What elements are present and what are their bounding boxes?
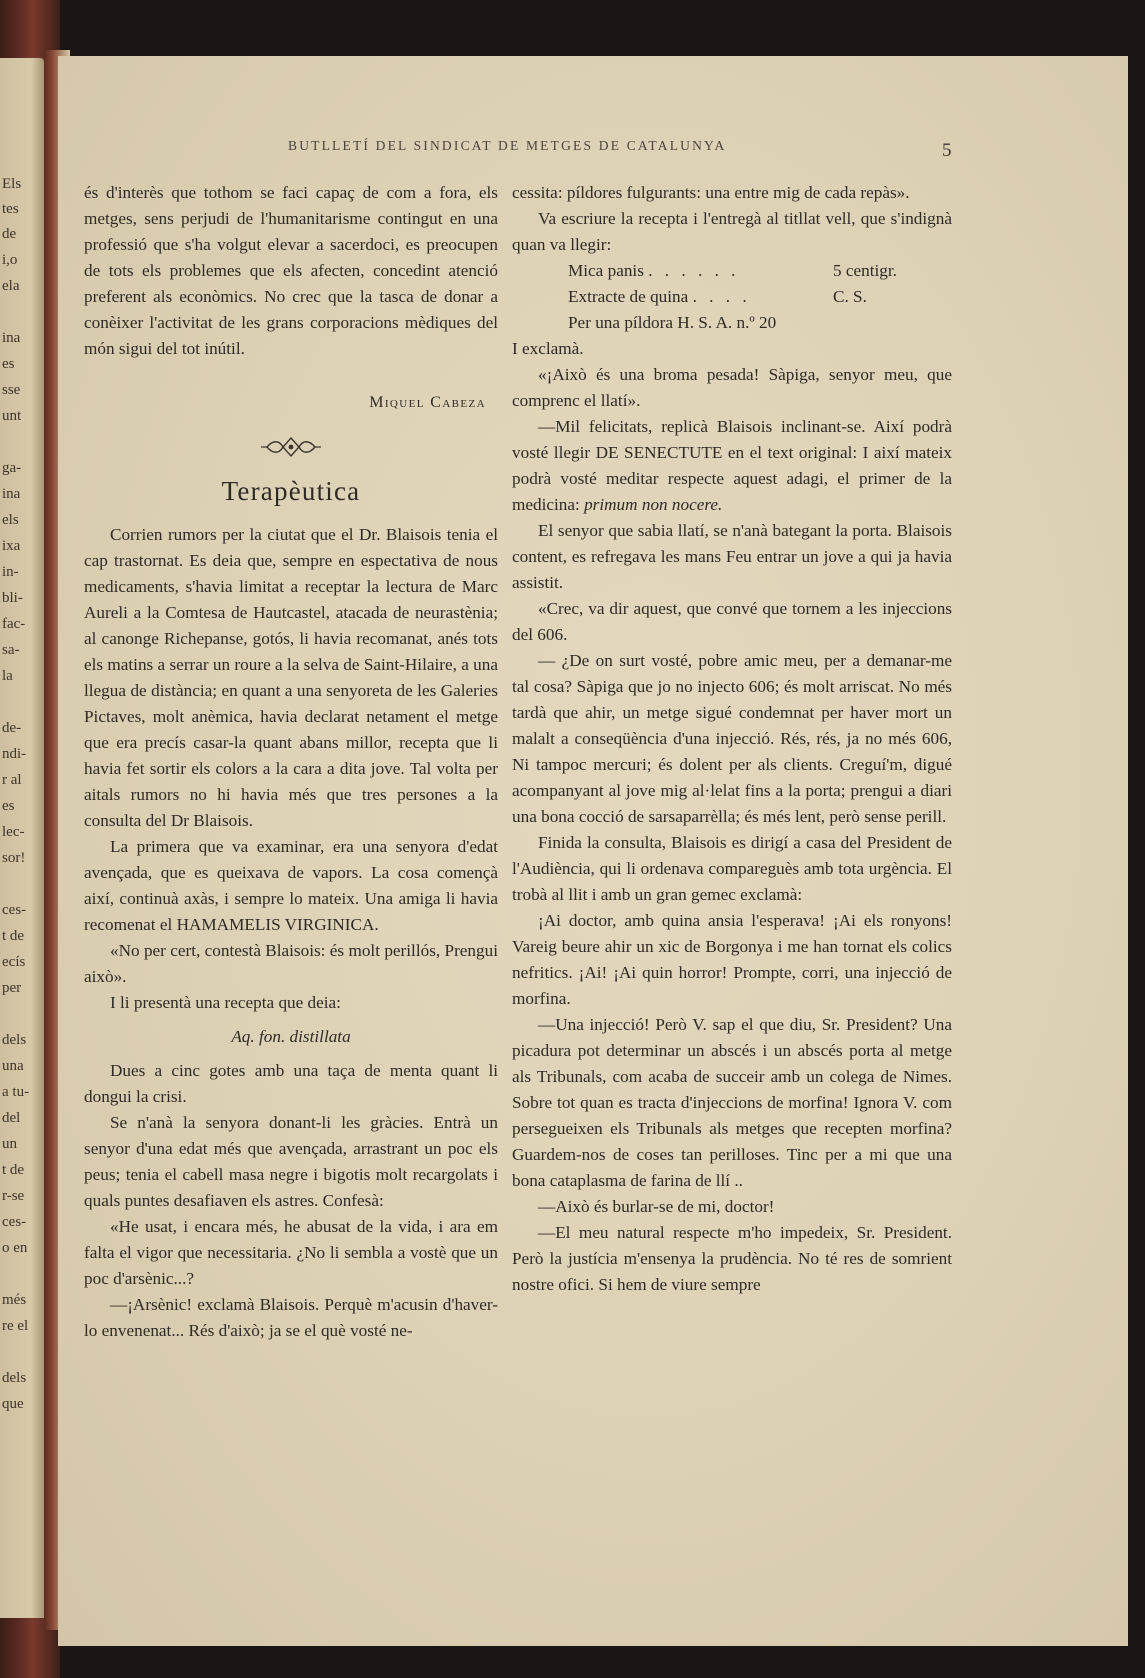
section-title: Terapèutica (221, 476, 361, 506)
running-header: BUTLLETÍ DEL SINDICAT DE METGES DE CATALUNYA (288, 138, 727, 153)
facing-page-text: sa- (2, 642, 20, 658)
prescription-row: Per una píldora H. S. A. n.º 20 (568, 313, 777, 332)
left-column (84, 180, 498, 1344)
facing-page-text: es (2, 356, 15, 372)
paragraph: — ¿De on surt vosté, pobre amic meu, per a demanar-me tal cosa? Sàpiga que jo no injecto 606; és molt arriscat. No més tardà que ahir, un metge sigué condemnat per haver mort un malalt a conseqüència d'una injecció. Rés, rés, ja no més 606, Ni tampoc mercuri; és dolent per als clients. Creguí'm, digué acompanyant al jove mig al·lelat fins a la porta; prengui a diari una bona cocció de sarsaparrèlla; és més lent, però sense perill. (512, 651, 952, 826)
document-page (58, 56, 1128, 1646)
facing-page-text: del (2, 1110, 21, 1126)
ornament-divider (84, 434, 498, 462)
facing-page-text: t de (2, 928, 25, 944)
facing-page-text: a tu- (2, 1084, 30, 1100)
paragraph: «No per cert, contestà Blaisois: és molt perillós, Prengui això». (84, 941, 498, 986)
facing-page-text: fac- (2, 616, 26, 632)
paragraph: —¡Arsènic! exclamà Blaisois. Perquè m'acusin d'haver-lo envenenat... Rés d'això; ja se el què vosté ne- (84, 1295, 498, 1340)
facing-page-text: t de (2, 1162, 25, 1178)
facing-page-text: Els (2, 176, 22, 192)
facing-page-text: un (2, 1136, 17, 1152)
paragraph: Dues a cinc gotes amb una taça de menta quant li dongui la crisi. (84, 1061, 498, 1106)
paragraph: I li presentà una recepta que deia: (110, 993, 341, 1012)
facing-page-text: dels (2, 1370, 27, 1386)
facing-page-text: que (2, 1396, 24, 1412)
facing-page-text: ela (2, 278, 20, 294)
paragraph: —Això és burlar-se de mi, doctor! (538, 1197, 775, 1216)
paragraph: I exclamà. (512, 339, 584, 358)
facing-page-text: sse (2, 382, 21, 398)
facing-page-text: ecís (2, 954, 26, 970)
facing-page-text: r-se (2, 1188, 25, 1204)
latin-phrase: primum non nocere. (584, 495, 723, 514)
facing-page-text: i,o (2, 252, 18, 268)
paragraph: —El meu natural respecte m'ho impedeix, Sr. President. Però la justícia m'ensenya la prudència. No té res de somrient nostre ofici. Si hem de viure sempre (512, 1223, 952, 1294)
prescription-row (512, 284, 952, 310)
paragraph: «He usat, i encara més, he abusat de la vida, i ara em falta el vigor que necessitaria. ¿No li sembla a vostè que un poc d'arsènic...? (84, 1217, 498, 1288)
rx-dose: C. S. (833, 287, 867, 306)
paragraph: Corrien rumors per la ciutat que el Dr. Blaisois tenia el cap trastornat. Es deia que, sempre en espectativa de nous medicaments, s'havia limitat a receptar la lectura de Marc Aureli a la Comtesa de Hautcastel, atacada de neurastènia; al canonge Richepanse, gotós, li havia recomanat, anés tots els matins a serrar un roure a la selva de Saint-Hilaire, a una llegua de distància; en quant a una senyoreta de les Galeries Pictaves, molt anèmica, havia declarat netament el metge que era precís casar-la quant abans millor, recepta que li havia fet sortir els colors a la cara a dita jove. Tal volta per aitals rumors no hi havia més que tres persones a la consulta del Dr Blaisois. (84, 525, 498, 830)
facing-page-text: la (2, 668, 13, 684)
facing-page-text: lec- (2, 824, 25, 840)
ornament-icon (261, 434, 321, 460)
facing-page-edge (0, 58, 44, 1618)
rx-ingredient: Mica panis . . . . . . (568, 261, 740, 280)
facing-page-text: tes (2, 201, 19, 217)
paragraph: cessita: píldores fulgurants: una entre mig de cada repàs». (512, 183, 910, 202)
facing-page-text: re el (2, 1318, 29, 1334)
facing-page-text: sor! (2, 850, 26, 866)
facing-page-text: més (2, 1292, 27, 1308)
facing-page-text: ga- (2, 460, 22, 476)
facing-page-text: unt (2, 408, 22, 424)
facing-page-text: in- (2, 564, 19, 580)
facing-page-text: ina (2, 486, 21, 502)
page-number: 5 (942, 140, 952, 161)
paragraph: —Mil felicitats, replicà Blaisois inclinant-se. Així podrà vosté llegir DE SENECTUTE en el text original: I així mateix podrà vosté meditar respecte aquest adagi, el primer de la medicina: primum non nocere. (512, 417, 952, 514)
facing-page-text: r al (2, 772, 22, 788)
paragraph: ¡Ai doctor, amb quina ansia l'esperava! ¡Ai els ronyons! Vareig beure ahir un xic de Borgonya i me han tornat els colics nefritics. ¡Ai! ¡Ai quin horror! Prompte, corri, una injecció de morfina. (512, 911, 952, 1008)
paragraph: La primera que va examinar, era una senyora d'edat avençada, que es queixava de vapors. La cosa començà així, continuà axàs, i sempre lo mateix. Una amiga li havia recomenat el HAMAMELIS VIRGINICA. (84, 837, 498, 934)
facing-page-text: per (2, 980, 22, 996)
author-signature: Miquel Cabeza (369, 394, 486, 411)
facing-page-text: bli- (2, 590, 23, 606)
paragraph: «Crec, va dir aquest, que convé que tornem a les injeccions del 606. (512, 599, 952, 644)
facing-page-text: ixa (2, 538, 21, 554)
paragraph: —Una injecció! Però V. sap el que diu, Sr. President? Una picadura pot determinar un abscés i un abscés porta al metge als Tribunals, com acaba de succeir amb un colega de Nimes. Sobre tot quan es tracta d'injeccions de morfina! Ignora V. com persegueixen els Tribunals als metges que recepten morfina? Guardem-nos de coses tan perilloses. Tinc per a mi que una bona cataplasma de farina de llí .. (512, 1015, 952, 1190)
paragraph: Va escriure la recepta i l'entregà al titllat vell, que s'indignà quan va llegir: (512, 209, 952, 254)
facing-page-text: o en (2, 1240, 28, 1256)
right-column (512, 180, 952, 1298)
paragraph: El senyor que sabia llatí, se n'anà bategant la porta. Blaisois content, es refregava les mans Feu entrar un jove a qui ja havia assistit. (512, 521, 952, 592)
facing-page-text: una (2, 1058, 24, 1074)
intro-paragraph: és d'interès que tothom se faci capaç de com a fora, els metges, sens perjudi de l'humanitarisme contingut en una professió que s'ha volgut elevar a sacerdoci, es preocupen de tots els problemes que els afecten, concedint atenció preferent als econòmics. No crec que la tasca de donar a conèixer l'activitat de les grans corporacions mèdiques del món sigui del tot inútil. (84, 183, 498, 358)
facing-page-text: de- (2, 720, 22, 736)
facing-page-text: ces- (2, 1214, 27, 1230)
facing-page-text: es (2, 798, 15, 814)
prescription-row (512, 258, 952, 284)
rx-ingredient: Extracte de quina . . . . (568, 287, 751, 306)
prescription-line: Aq. fon. distillata (231, 1027, 351, 1046)
facing-page-text: ces- (2, 902, 27, 918)
paragraph: «¡Això és una broma pesada! Sàpiga, senyor meu, que comprenc el llatí». (512, 365, 952, 410)
facing-page-text: ndi- (2, 746, 27, 762)
facing-page-text: ina (2, 330, 21, 346)
facing-page-text: els (2, 512, 19, 528)
facing-page-text: de (2, 226, 17, 242)
facing-page-text: dels (2, 1032, 27, 1048)
paragraph: Finida la consulta, Blaisois es dirigí a casa del President de l'Audiència, qui li ordenava compareguès amb tota urgència. El trobà al llit i amb un gran gemec exclamà: (512, 833, 952, 904)
paragraph: Se n'anà la senyora donant-li les gràcies. Entrà un senyor d'una edat més que avençada, arrastrant un poc els peus; tenia el cabell masa negre i bigotis molt recargolats i quals puntes desafiaven els astres. Confesà: (84, 1113, 498, 1210)
rx-dose: 5 centigr. (833, 261, 897, 280)
